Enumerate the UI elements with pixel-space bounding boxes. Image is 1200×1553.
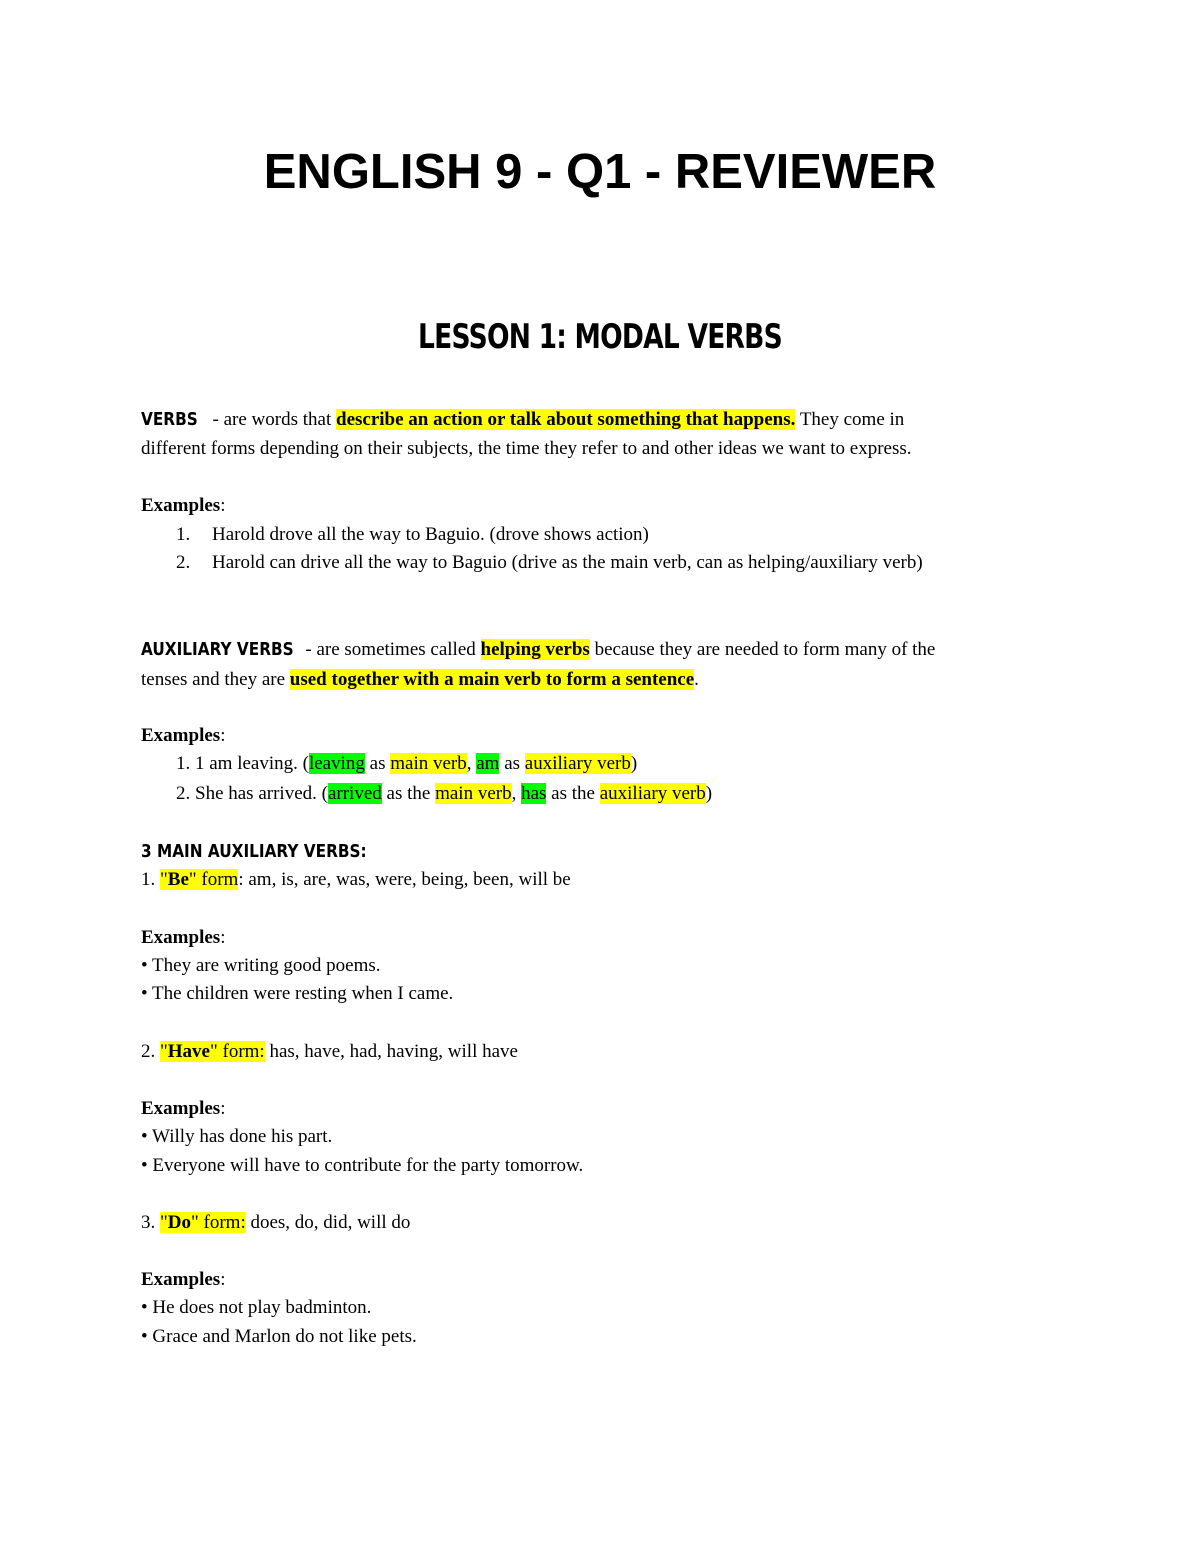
lesson-title: LESSON 1: MODAL VERBS [418, 317, 782, 357]
main-aux-heading: 3 MAIN AUXILIARY VERBS: [141, 841, 367, 862]
verbs-def-post: They come in [795, 409, 905, 430]
verbs-def-highlight: describe an action or talk about something that happens. [336, 409, 796, 430]
aux-verb-highlight: am [476, 753, 500, 774]
aux-verb-highlight: has [521, 783, 547, 804]
be-examples-label: Examples: [141, 927, 226, 948]
document-title: ENGLISH 9 - Q1 - REVIEWER [263, 145, 937, 199]
aux-def-mid: because they are needed to form many of the [589, 639, 936, 660]
aux-example-2: 2. She has arrived. (arrived as the main verb, has as the auxiliary verb) [176, 783, 713, 804]
do-form-line: 3. "Do" form: does, do, did, will do [141, 1212, 411, 1233]
verbs-term: VERBS [141, 409, 198, 430]
verbs-definition-line2: different forms depending on their subjects, the time they refer to and other ideas we want to express. [141, 438, 912, 459]
aux-examples-label: Examples: [141, 725, 226, 746]
have-form-highlight: "Have" form: [160, 1041, 265, 1062]
be-form-highlight: "Be" form [160, 869, 239, 890]
aux-definition-line1 [141, 636, 935, 664]
be-example-1: • They are writing good poems. [141, 955, 381, 976]
have-example-1: • Willy has done his part. [141, 1126, 333, 1147]
verbs-definition-line1 [141, 406, 904, 434]
label-highlight: auxiliary verb [524, 753, 631, 774]
have-examples-label: Examples: [141, 1098, 226, 1119]
verbs-example-1: 1. Harold drove all the way to Baguio. (drove shows action) [176, 524, 649, 545]
label-highlight: main verb [435, 783, 512, 804]
be-example-2: • The children were resting when I came. [141, 983, 454, 1004]
label-highlight: auxiliary verb [599, 783, 706, 804]
aux-term: AUXILIARY VERBS [141, 639, 294, 660]
aux-highlight-used-together: used together with a main verb to form a sentence [289, 669, 695, 690]
label-highlight: main verb [390, 753, 467, 774]
main-verb-highlight: arrived [327, 783, 382, 804]
aux-highlight-helping-verbs: helping verbs [480, 639, 590, 660]
do-form-highlight: "Do" form: [160, 1212, 246, 1233]
aux-example-1: 1. 1 am leaving. (leaving as main verb, am as auxiliary verb) [176, 753, 638, 774]
have-example-2: • Everyone will have to contribute for the party tomorrow. [141, 1155, 584, 1176]
do-examples-label: Examples: [141, 1269, 226, 1290]
verbs-example-2: 2. Harold can drive all the way to Baguio (drive as the main verb, can as helping/auxiliary verb) [176, 552, 923, 573]
verbs-def-pre: - are words that [207, 409, 336, 430]
verbs-examples-label: Examples: [141, 495, 226, 516]
aux-def-pre: - are sometimes called [300, 639, 481, 660]
aux-definition-line2: tenses and they are used together with a main verb to form a sentence. [141, 669, 699, 690]
main-verb-highlight: leaving [308, 753, 365, 774]
be-form-line: 1. "Be" form: am, is, are, was, were, being, been, will be [141, 869, 571, 890]
have-form-line: 2. "Have" form: has, have, had, having, will have [141, 1041, 518, 1062]
do-example-1: • He does not play badminton. [141, 1297, 372, 1318]
do-example-2: • Grace and Marlon do not like pets. [141, 1326, 417, 1347]
